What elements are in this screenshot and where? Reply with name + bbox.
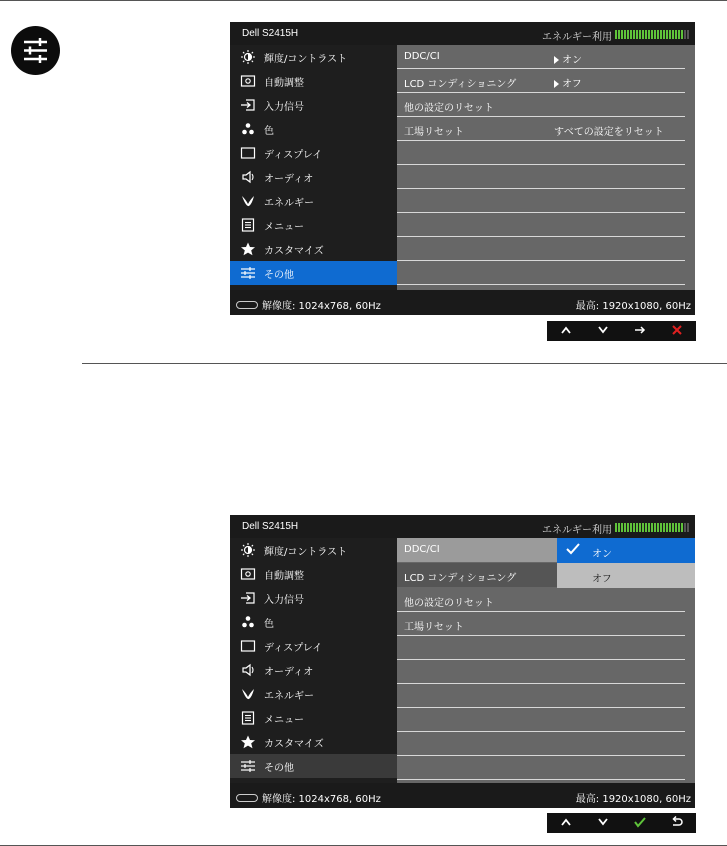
option-value-text: すべての設定をリセット <box>554 127 664 138</box>
menu-item-menu[interactable] <box>230 706 397 730</box>
vga-connector-icon <box>236 301 258 309</box>
menu-item-label: 入力信号 <box>264 101 304 113</box>
energy-bar <box>687 523 689 532</box>
menu-item-label: 色 <box>264 618 274 630</box>
energy-bar <box>618 30 620 39</box>
menu-item-label: カスタマイズ <box>264 245 324 257</box>
energy-bar <box>666 523 668 532</box>
menu-item-label: ディスプレイ <box>264 642 323 654</box>
option-label: LCD コンディショニング <box>404 79 517 90</box>
energy-bar <box>642 523 644 532</box>
resolution-current <box>236 297 381 312</box>
energy-bar <box>624 30 626 39</box>
up-icon <box>560 817 572 830</box>
menu-item-energy[interactable] <box>230 189 397 213</box>
audio-icon <box>240 170 256 184</box>
option-label: 工場リセット <box>404 127 464 138</box>
menu-item-personalize[interactable] <box>230 730 397 754</box>
option-value <box>554 51 582 66</box>
play-arrow-icon <box>554 80 559 88</box>
menu-item-color[interactable] <box>230 610 397 634</box>
menu-item-label: 自動調整 <box>264 570 304 582</box>
energy-bar <box>648 523 650 532</box>
energy-bar <box>663 523 665 532</box>
brightness-icon <box>240 543 256 557</box>
energy-bar <box>666 30 668 39</box>
energy-bar <box>654 523 656 532</box>
down-button[interactable] <box>584 813 621 833</box>
menu-item-label: エネルギー <box>264 197 314 209</box>
option-lcd-conditioning[interactable] <box>397 563 557 587</box>
audio-icon <box>240 663 256 677</box>
enter-button[interactable] <box>622 321 659 341</box>
menu-item-others[interactable] <box>230 754 397 778</box>
color-icon <box>240 122 256 136</box>
energy-bar <box>639 30 641 39</box>
energy-bar <box>636 30 638 39</box>
energy-bar <box>663 30 665 39</box>
option-label: 工場リセット <box>404 622 464 633</box>
energy-bar <box>669 30 671 39</box>
menu-item-auto-adjust[interactable] <box>230 69 397 93</box>
option-empty <box>397 660 685 684</box>
option-empty <box>397 165 685 189</box>
energy-bar <box>684 523 686 532</box>
option-empty <box>397 684 685 708</box>
menu-item-audio[interactable] <box>230 165 397 189</box>
menu-item-label: その他 <box>264 269 294 281</box>
energy-bar <box>621 523 623 532</box>
energy-bar <box>630 523 632 532</box>
display-icon <box>240 146 256 160</box>
menu-item-label: 入力信号 <box>264 594 304 606</box>
menu-icon <box>240 711 256 725</box>
option-value <box>554 75 582 90</box>
down-icon <box>597 325 609 338</box>
menu-item-brightness[interactable] <box>230 538 397 562</box>
osd-footer <box>230 290 695 315</box>
energy-bar <box>645 30 647 39</box>
input-source-icon <box>240 591 256 605</box>
menu-item-others[interactable] <box>230 261 397 285</box>
option-factory-reset[interactable] <box>397 117 685 141</box>
energy-bar <box>681 30 683 39</box>
menu-item-label: カスタマイズ <box>264 738 324 750</box>
osd-main-menu <box>230 45 397 285</box>
energy-bar <box>684 30 686 39</box>
star-icon <box>240 735 256 749</box>
option-empty <box>397 756 685 780</box>
option-empty <box>397 237 685 261</box>
input-source-icon <box>240 98 256 112</box>
energy-bar <box>627 30 629 39</box>
option-lcd-conditioning[interactable] <box>397 69 685 93</box>
sliders-icon <box>240 759 256 773</box>
menu-item-auto-adjust[interactable] <box>230 562 397 586</box>
menu-item-brightness[interactable] <box>230 45 397 69</box>
option-empty <box>397 636 685 660</box>
resolution-current-text: 解像度: 1024x768, 60Hz <box>262 301 381 312</box>
color-icon <box>240 615 256 629</box>
energy-bar <box>678 523 680 532</box>
resolution-max: 最高: 1920x1080, 60Hz <box>575 794 691 805</box>
energy-bar <box>618 523 620 532</box>
energy-bar <box>621 30 623 39</box>
back-button[interactable] <box>659 813 696 833</box>
back-icon <box>670 816 684 831</box>
energy-icon <box>240 194 256 208</box>
check-icon <box>565 542 581 559</box>
osd-menu-submenu <box>230 515 695 808</box>
menu-item-label: 輝度/コントラスト <box>264 546 348 558</box>
confirm-button[interactable] <box>622 813 659 833</box>
resolution-max: 最高: 1920x1080, 60Hz <box>575 301 691 312</box>
energy-bar <box>630 30 632 39</box>
option-empty <box>397 213 685 237</box>
option-value-text: オフ <box>562 79 582 90</box>
energy-bar <box>672 30 674 39</box>
menu-item-input-source[interactable] <box>230 93 397 117</box>
menu-item-label: オーディオ <box>264 666 314 678</box>
menu-item-input-source[interactable] <box>230 586 397 610</box>
resolution-current <box>236 790 381 805</box>
up-button[interactable] <box>547 321 584 341</box>
menu-item-label: その他 <box>264 762 294 774</box>
option-ddc-ci[interactable] <box>397 45 685 69</box>
osd-header <box>230 515 695 538</box>
options-panel <box>397 45 695 290</box>
option-factory-reset[interactable] <box>397 612 685 636</box>
menu-item-personalize[interactable] <box>230 237 397 261</box>
menu-item-label: エネルギー <box>264 690 314 702</box>
energy-bar <box>675 523 677 532</box>
energy-label: エネルギー利用 <box>542 32 612 43</box>
energy-meter <box>615 523 691 532</box>
energy-bar <box>657 523 659 532</box>
option-label: DDC/CI <box>404 544 440 555</box>
energy-icon <box>240 687 256 701</box>
menu-icon <box>240 218 256 232</box>
energy-bar <box>639 523 641 532</box>
submenu-option-label: オン <box>592 549 612 560</box>
button-bar <box>547 321 696 341</box>
auto-adjust-icon <box>240 567 256 581</box>
menu-item-label: 輝度/コントラスト <box>264 53 348 65</box>
option-label: 他の設定のリセット <box>404 598 494 609</box>
menu-item-energy[interactable] <box>230 682 397 706</box>
option-value-text: オン <box>562 55 582 66</box>
energy-bar <box>657 30 659 39</box>
exit-button[interactable] <box>659 321 696 341</box>
energy-bar <box>651 523 653 532</box>
sliders-icon <box>11 26 60 75</box>
energy-bar <box>681 523 683 532</box>
submenu-option-label: オフ <box>592 574 612 585</box>
star-icon <box>240 242 256 256</box>
play-arrow-icon <box>554 56 559 64</box>
menu-item-audio[interactable] <box>230 658 397 682</box>
sliders-icon <box>240 266 256 280</box>
energy-bar <box>633 30 635 39</box>
energy-bar <box>669 523 671 532</box>
osd-main-menu <box>230 538 397 778</box>
option-empty <box>397 261 685 285</box>
osd-menu-main <box>230 22 695 315</box>
button-bar <box>547 813 696 833</box>
energy-bar <box>678 30 680 39</box>
option-reset-other[interactable] <box>397 588 685 612</box>
divider-middle <box>82 363 727 364</box>
option-empty <box>397 189 685 213</box>
display-icon <box>240 639 256 653</box>
monitor-title: Dell S2415H <box>242 28 299 39</box>
osd-header <box>230 22 695 45</box>
osd-footer <box>230 783 695 808</box>
energy-bar <box>645 523 647 532</box>
energy-bar <box>615 30 617 39</box>
right-arrow-icon <box>634 325 646 338</box>
auto-adjust-icon <box>240 74 256 88</box>
up-button[interactable] <box>547 813 584 833</box>
menu-item-display[interactable] <box>230 634 397 658</box>
down-icon <box>597 817 609 830</box>
energy-bar <box>660 523 662 532</box>
divider-top <box>0 0 727 1</box>
energy-bar <box>627 523 629 532</box>
option-reset-other[interactable] <box>397 93 685 117</box>
ddc-ci-submenu <box>557 538 695 588</box>
energy-label: エネルギー利用 <box>542 525 612 536</box>
monitor-title: Dell S2415H <box>242 521 299 532</box>
option-empty <box>397 141 685 165</box>
option-empty <box>397 708 685 732</box>
energy-bar <box>615 523 617 532</box>
submenu-option-off[interactable] <box>557 563 695 588</box>
brightness-icon <box>240 50 256 64</box>
energy-bar <box>648 30 650 39</box>
energy-bar <box>654 30 656 39</box>
option-label: DDC/CI <box>404 51 440 62</box>
menu-item-label: ディスプレイ <box>264 149 323 161</box>
energy-bar <box>672 523 674 532</box>
menu-item-label: 色 <box>264 125 274 137</box>
energy-bar <box>636 523 638 532</box>
energy-bar <box>687 30 689 39</box>
option-empty <box>397 732 685 756</box>
resolution-current-text: 解像度: 1024x768, 60Hz <box>262 794 381 805</box>
energy-bar <box>675 30 677 39</box>
menu-item-menu[interactable] <box>230 213 397 237</box>
option-ddc-ci[interactable] <box>397 538 557 562</box>
menu-item-label: オーディオ <box>264 173 314 185</box>
submenu-option-on[interactable] <box>557 538 695 563</box>
energy-bar <box>660 30 662 39</box>
energy-bar <box>651 30 653 39</box>
up-icon <box>560 325 572 338</box>
energy-meter <box>615 30 691 39</box>
option-label: LCD コンディショニング <box>404 573 517 584</box>
option-label: 他の設定のリセット <box>404 103 494 114</box>
close-icon <box>671 324 683 339</box>
menu-item-display[interactable] <box>230 141 397 165</box>
energy-bar <box>633 523 635 532</box>
vga-connector-icon <box>236 794 258 802</box>
menu-item-label: 自動調整 <box>264 77 304 89</box>
menu-item-label: メニュー <box>264 714 304 726</box>
menu-item-color[interactable] <box>230 117 397 141</box>
down-button[interactable] <box>584 321 621 341</box>
check-icon <box>633 816 647 831</box>
energy-bar <box>642 30 644 39</box>
energy-bar <box>624 523 626 532</box>
menu-item-label: メニュー <box>264 221 304 233</box>
